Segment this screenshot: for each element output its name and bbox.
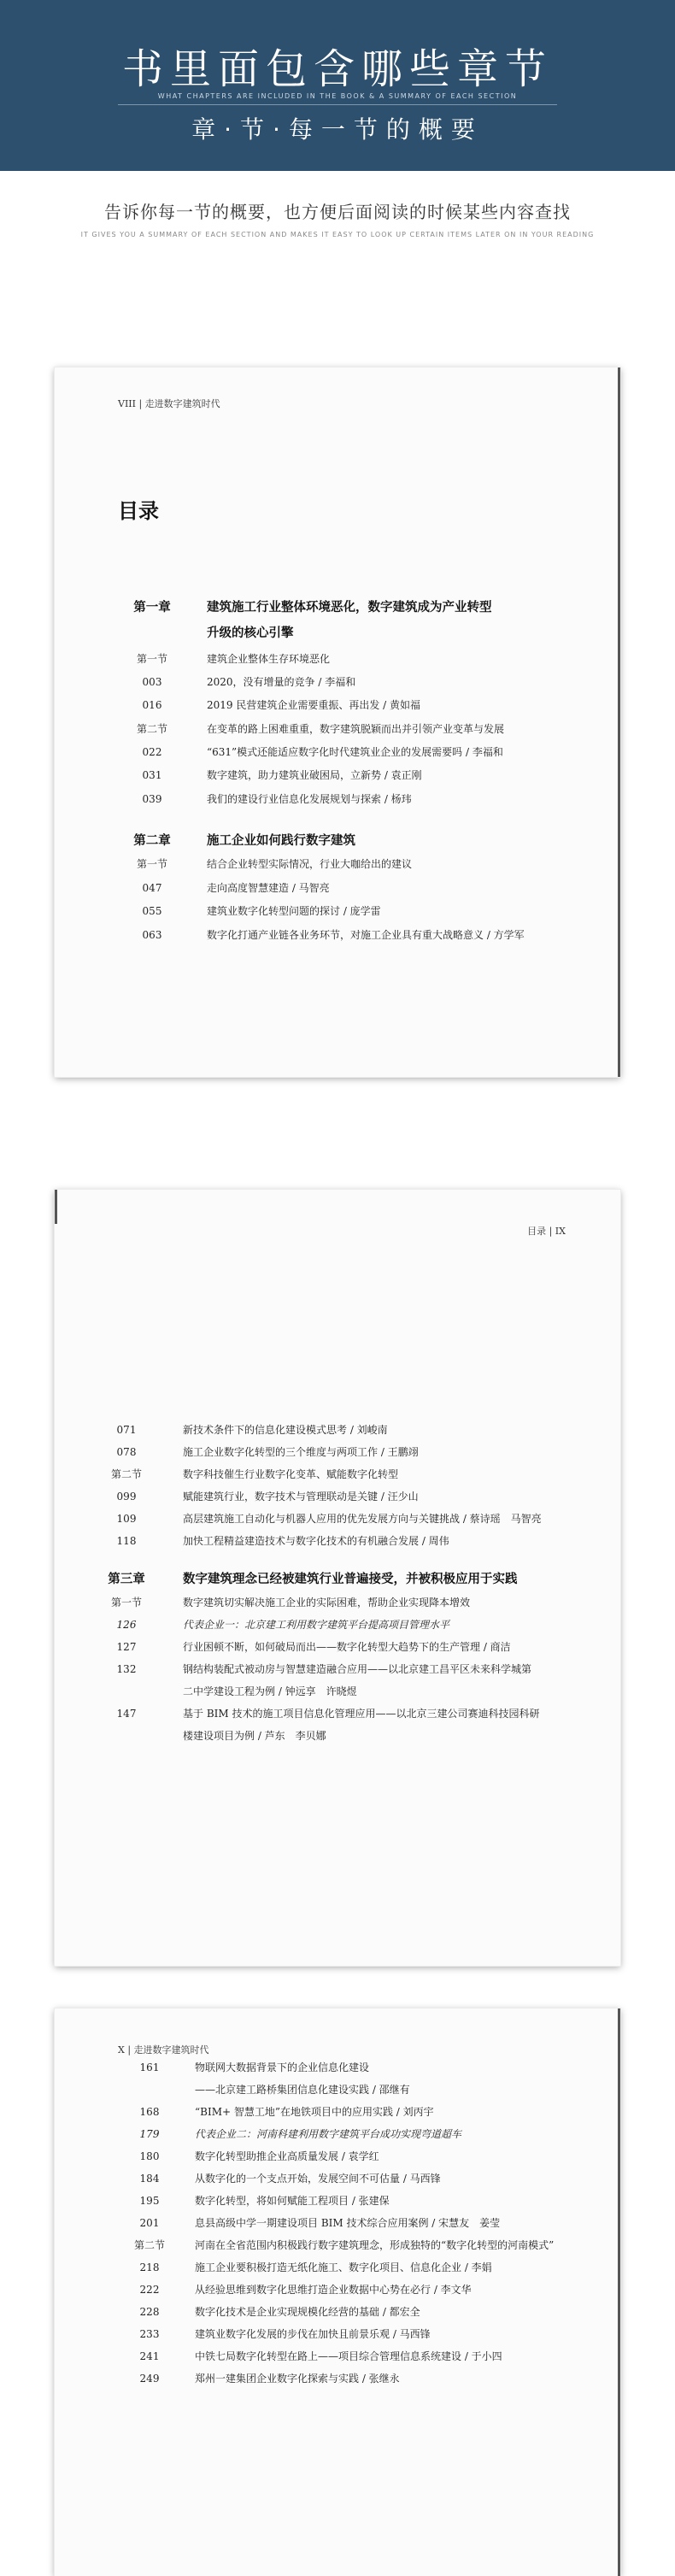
page-number: 055 (142, 905, 162, 917)
page-number: 039 (142, 793, 162, 805)
page-number: 022 (142, 746, 162, 758)
chapter-label: 第一章 (133, 600, 171, 615)
toc-title: 目录 (118, 499, 159, 523)
toc-entry: 数字化转型助推企业高质量发展 / 袁学红 (195, 2150, 379, 2162)
toc-entry: 我们的建设行业信息化发展规划与探索 / 杨玮 (207, 793, 412, 805)
toc-entry: 新技术条件下的信息化建设模式思考 / 刘峻南 (183, 1424, 388, 1436)
toc-entry: 钢结构装配式被动房与智慧建造融合应用——以北京建工昌平区未来科学城第 (183, 1663, 532, 1675)
running-head: VIII | 走进数字建筑时代 (118, 398, 220, 409)
page-number: 233 (139, 2328, 160, 2340)
running-head: 目录 | IX (527, 1226, 566, 1237)
page-edge (618, 368, 620, 1077)
toc-entry: 数字化转型，将如何赋能工程项目 / 张建保 (195, 2195, 390, 2207)
page-number: 241 (139, 2350, 160, 2362)
toc-entry: 建筑业数字化发展的步伐在加快且前景乐观 / 马西锋 (195, 2328, 431, 2340)
toc-page-3 (55, 2008, 620, 2576)
page-number: 118 (116, 1535, 137, 1547)
chapter-title: 升级的核心引擎 (207, 626, 294, 640)
intro-text-en: IT GIVES YOU A SUMMARY OF EACH SECTION AND MAKES IT EASY TO LOOK UP CERTAIN ITEMS LATER ON IN YOUR READING (80, 231, 595, 238)
toc-entry: 高层建筑施工自动化与机器人应用的优先发展方向与关键挑战 / 蔡诗瑶 马智亮 (183, 1513, 542, 1525)
page-number: 126 (116, 1619, 137, 1631)
toc-entry: 息县高级中学一期建设项目 BIM 技术综合应用案例 / 宋慧友 姜莹 (195, 2217, 501, 2229)
toc-entry: 郑州一建集团企业数字化探索与实践 / 张继永 (195, 2373, 400, 2385)
header-banner (0, 0, 675, 171)
toc-entry: 赋能建筑行业，数字技术与管理联动是关键 / 汪少山 (183, 1491, 419, 1503)
section-title: 数字建筑切实解决施工企业的实际困难，帮助企业实现降本增效 (183, 1597, 471, 1609)
page-number: 003 (142, 676, 162, 688)
toc-entry: 数字化技术是企业实现规模化经营的基础 / 都宏全 (195, 2306, 420, 2318)
chapter-title: 建筑施工行业整体环境恶化，数字建筑成为产业转型 (207, 600, 492, 615)
toc-entry: 从经验思维到数字化思维打造企业数据中心势在必行 / 李文华 (195, 2284, 472, 2296)
toc-entry: 二中学建设工程为例 / 钟远享 许晓煜 (183, 1685, 357, 1697)
page-edge (618, 2008, 620, 2576)
page-number: 016 (142, 699, 162, 711)
chapter-label: 第二章 (133, 833, 171, 848)
toc-entry: 加快工程精益建造技术与数字化技术的有机融合发展 / 周伟 (183, 1535, 449, 1547)
toc-entry: 施工企业要积极打造无纸化施工、数字化项目、信息化企业 / 李娟 (195, 2261, 492, 2273)
toc-entry: 施工企业数字化转型的三个维度与两项工作 / 王鹏翊 (183, 1446, 419, 1458)
page-number: 031 (142, 769, 162, 781)
toc-entry: ——北京建工路桥集团信息化建设实践 / 邵继有 (195, 2084, 410, 2096)
section-title: 建筑企业整体生存环境恶化 (207, 653, 331, 665)
page-number: 184 (139, 2173, 160, 2185)
page-number: 201 (139, 2217, 160, 2229)
toc-entry: 代表企业二：河南科建利用数字建筑平台成功实现弯道超车 (195, 2128, 462, 2140)
toc-entry: “BIM+ 智慧工地”在地铁项目中的应用实践 / 刘丙宇 (195, 2106, 434, 2118)
toc-entry: 基于 BIM 技术的施工项目信息化管理应用——以北京三建公司赛迪科技园科研 (183, 1708, 540, 1720)
toc-entry: “631”模式还能适应数字化时代建筑业企业的发展需要吗 / 李福和 (207, 746, 503, 758)
page-number: 099 (116, 1491, 137, 1503)
toc-entry: 走向高度智慧建造 / 马智亮 (207, 882, 330, 894)
toc-entry: 物联网大数据背景下的企业信息化建设 (195, 2061, 370, 2073)
toc-entry: 楼建设项目为例 / 芦东 李贝娜 (183, 1730, 326, 1742)
toc-entry: 从数字化的一个支点开始，发展空间不可估量 / 马西锋 (195, 2173, 441, 2185)
page-number: 222 (139, 2284, 160, 2296)
section-label: 第一节 (110, 1597, 142, 1609)
header-title: 书里面包含哪些章节 (121, 45, 553, 93)
intro-text: 告诉你每一节的概要，也方便后面阅读的时候某些内容查找 (104, 202, 571, 222)
page-number: 195 (139, 2195, 160, 2207)
page-number: 249 (139, 2373, 160, 2385)
section-label: 第一节 (136, 653, 167, 665)
page-number: 109 (116, 1513, 137, 1525)
page-number: 228 (139, 2306, 160, 2318)
section-title: 河南在全省范围内积极践行数字建筑理念，形成独特的“数字化转型的河南模式” (195, 2239, 555, 2251)
toc-entry: 行业困顿不断，如何破局而出——数字化转型大趋势下的生产管理 / 商洁 (183, 1641, 511, 1653)
page-number: 161 (139, 2061, 160, 2073)
page-number: 063 (142, 929, 162, 941)
toc-entry: 建筑业数字化转型问题的探讨 / 庞学雷 (207, 905, 381, 917)
page-number: 168 (139, 2106, 160, 2118)
page-number: 132 (116, 1663, 137, 1675)
page-number: 047 (142, 882, 162, 894)
header-title-en: WHAT CHAPTERS ARE INCLUDED IN THE BOOK & A SUMMARY OF EACH SECTION (157, 92, 518, 100)
toc-entry: 2019 民营建筑企业需要重振、再出发 / 黄如福 (207, 699, 421, 711)
section-label: 第一节 (136, 858, 167, 870)
page-number: 147 (116, 1708, 137, 1720)
page-number: 078 (116, 1446, 137, 1458)
toc-entry: 代表企业一：北京建工利用数字建筑平台提高项目管理水平 (183, 1619, 450, 1631)
page-edge (55, 1190, 57, 1224)
page-number: 127 (116, 1641, 137, 1653)
toc-page-1 (55, 368, 620, 1077)
page-number: 180 (139, 2150, 160, 2162)
section-title: 在变革的路上困难重重，数字建筑脱颖而出并引领产业变革与发展 (207, 723, 505, 735)
toc-entry: 数字化打通产业链各业务环节，对施工企业具有重大战略意义 / 方学军 (207, 929, 525, 941)
page-number: 179 (139, 2128, 160, 2140)
section-label: 第二节 (133, 2239, 165, 2251)
toc-entry: 数字建筑，助力建筑业破困局，立新势 / 袁正刚 (207, 769, 422, 781)
running-head: X | 走进数字建筑时代 (118, 2044, 209, 2056)
toc-page-2 (55, 1190, 620, 1966)
page-number: 218 (139, 2261, 160, 2273)
toc-entry: 中铁七局数字化转型在路上——项目综合管理信息系统建设 / 于小四 (195, 2350, 502, 2362)
page-number: 071 (116, 1424, 137, 1436)
toc-entry: 2020，没有增量的竞争 / 李福和 (207, 676, 356, 688)
header-divider (118, 104, 557, 105)
section-label: 第二节 (110, 1468, 142, 1480)
section-title: 数字科技催生行业数字化变革、赋能数字化转型 (183, 1468, 399, 1480)
section-label: 第二节 (136, 723, 167, 735)
header-subtitle: 章·节·每一节的概要 (191, 115, 484, 144)
chapter-title: 数字建筑理念已经被建筑行业普遍接受，并被积极应用于实践 (183, 1572, 518, 1586)
section-title: 结合企业转型实际情况，行业大咖给出的建议 (207, 858, 413, 870)
chapter-label: 第三章 (108, 1572, 145, 1586)
chapter-title: 施工企业如何践行数字建筑 (207, 833, 355, 848)
